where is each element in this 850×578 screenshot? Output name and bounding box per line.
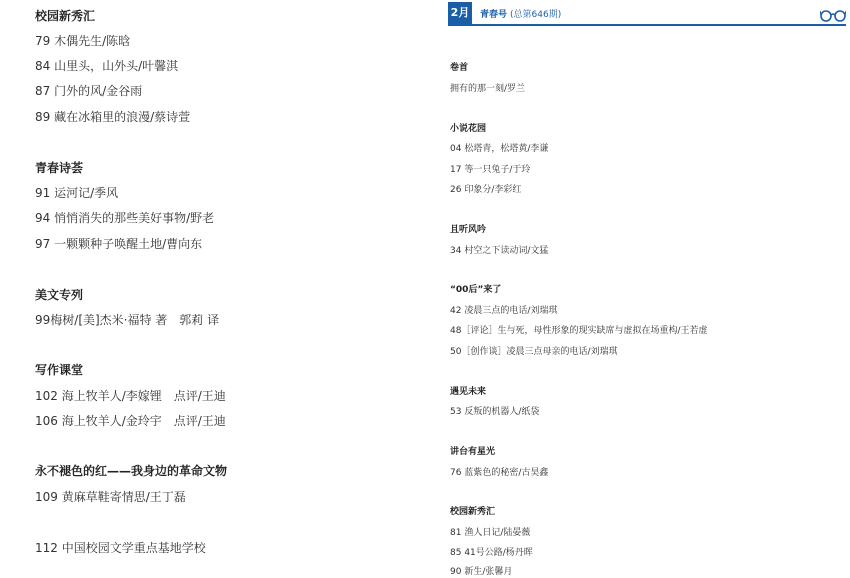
toc-entry: 26 印象分/李彩红 xyxy=(450,185,522,195)
toc-entry: 76 蓝紫色的秘密/古昊鑫 xyxy=(450,468,549,478)
toc-entry: 90 新生/张馨月 xyxy=(450,567,513,577)
toc-entry: 84 山里头，山外头/叶馨淇 xyxy=(35,59,179,73)
toc-entry: 106 海上牧羊人/金玲宇 点评/王迪 xyxy=(35,414,226,428)
section-title: 永不褪色的红——我身边的革命文物 xyxy=(35,464,228,478)
toc-entry: 109 黄麻草鞋寄情思/王丁磊 xyxy=(35,490,186,504)
toc-entry: 04 松塔青，松塔黄/李谦 xyxy=(450,144,549,154)
toc-entry: 42 凌晨三点的电话/刘瑞琪 xyxy=(450,306,558,316)
section-title: 且听风吟 xyxy=(450,225,487,235)
toc-entry: 87 门外的风/金谷雨 xyxy=(35,84,143,98)
toc-entry: 34 村空之下读动词/文猛 xyxy=(450,246,549,256)
toc-entry: 50［创作谈］凌晨三点母亲的电话/刘瑞琪 xyxy=(450,347,618,357)
section-title: 讲台有星光 xyxy=(450,447,496,457)
toc-entry: 94 悄悄消失的那些美好事物/野老 xyxy=(35,211,215,225)
section-title: 校园新秀汇 xyxy=(35,9,96,23)
section-title: 青春诗荟 xyxy=(35,161,84,175)
toc-entry: 拥有的那一刻/罗兰 xyxy=(450,84,526,94)
section-title: 校园新秀汇 xyxy=(450,507,496,517)
glasses-icon xyxy=(820,8,846,22)
toc-entry: 85 41号公路/杨丹晖 xyxy=(450,548,533,558)
right-column xyxy=(448,0,850,578)
section-title: 小说花园 xyxy=(450,124,487,134)
toc-entry: 91 运河记/季风 xyxy=(35,186,119,200)
section-title: 遇见未来 xyxy=(450,387,487,397)
section-title: 美文专列 xyxy=(35,288,84,302)
issue-name: 青春号 xyxy=(480,10,508,20)
section-title: 写作课堂 xyxy=(35,363,84,377)
toc-entry: 53 反叛的机器人/纸袋 xyxy=(450,407,540,417)
toc-entry: 48［评论］生与死，母性形象的现实缺席与虚拟在场重构/王若虚 xyxy=(450,326,708,336)
issue-header xyxy=(448,2,846,26)
toc-entry: 81 渔人日记/陆晏薇 xyxy=(450,528,531,538)
toc-entry: 99梅树/[美]杰米·福特 著 郭莉 译 xyxy=(35,313,220,327)
section-title: “00后”来了 xyxy=(450,285,502,295)
toc-entry: 97 一颗颗种子唤醒土地/曹向东 xyxy=(35,237,203,251)
section-title: 卷首 xyxy=(450,63,469,73)
issue-number: (总第646期) xyxy=(510,10,562,20)
month-badge: 2月 xyxy=(448,2,472,24)
toc-entry: 79 木偶先生/陈晗 xyxy=(35,34,131,48)
toc-entry: 112 中国校园文学重点基地学校 xyxy=(35,541,206,555)
toc-entry: 89 藏在冰箱里的浪漫/蔡诗萱 xyxy=(35,110,191,124)
toc-entry: 17 等一只兔子/于玲 xyxy=(450,165,531,175)
issue-title xyxy=(480,7,561,20)
toc-entry: 102 海上牧羊人/李嫁锂 点评/王迪 xyxy=(35,389,226,403)
